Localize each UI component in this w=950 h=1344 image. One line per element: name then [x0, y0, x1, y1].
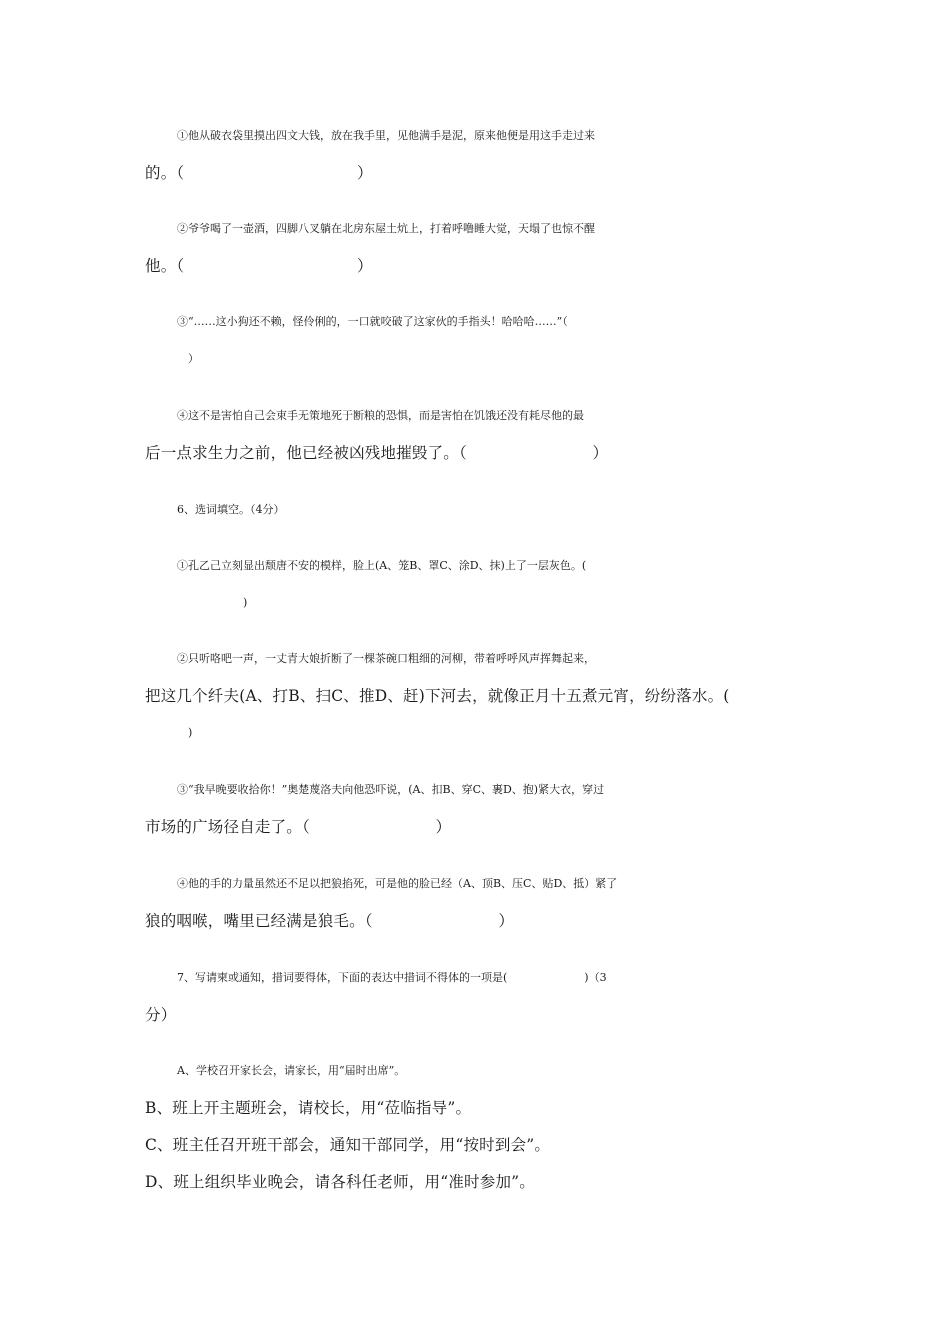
- q7-option-a: A、学校召开家长会，请家长，用“届时出席”。: [177, 1064, 406, 1077]
- q5-item1-line1: ①他从破衣袋里摸出四文大钱，放在我手里，见他满手是泥，原来他便是用这手走过来: [177, 129, 595, 142]
- q7-line2: 分）: [145, 1006, 177, 1024]
- q7-line1: 7、写请柬或通知，措词要得体，下面的表达中措词不得体的一项是( )（3: [177, 971, 607, 984]
- q6-item1-line1: ①孔乙己立刻显出颓唐不安的模样，脸上(A、笼B、罩C、涂D、抹)上了一层灰色。(: [177, 559, 587, 572]
- q5-item4-line1: ④这不是害怕自己会束手无策地死于断粮的恐惧，而是害怕在饥饿还没有耗尽他的最: [177, 409, 584, 422]
- q5-item3-line1: ③“……这小狗还不赖，怪伶俐的，一口就咬破了这家伙的手指头！哈哈哈……”（: [177, 315, 568, 328]
- q6-item2-line2: 把这几个纤夫(A、打B、扫C、推D、赶)下河去，就像正月十五煮元宵，纷纷落水。(: [145, 687, 730, 705]
- q6-item3-line2: 市场的广场径自走了。（ ）: [145, 818, 452, 836]
- q7-option-d: D、班上组织毕业晚会，请各科任老师，用“准时参加”。: [145, 1173, 535, 1191]
- q6-item4-line2: 狼的咽喉，嘴里已经满是狼毛。（ ）: [145, 912, 515, 930]
- q5-item3-line2: ）: [177, 352, 199, 365]
- q6-item4-line1: ④他的手的力量虽然还不足以把狼掐死，可是他的脸已经（A、顶B、压C、贴D、抵）紧了: [177, 877, 618, 890]
- q5-item1-line2: 的。（ ）: [145, 164, 373, 182]
- q6-heading: 6、选词填空。（4分）: [177, 503, 285, 516]
- q7-option-c: C、班主任召开班干部会，通知干部同学，用“按时到会”。: [145, 1136, 551, 1154]
- q7-option-b: B、班上开主题班会，请校长，用“莅临指导”。: [145, 1099, 472, 1117]
- q6-item1-line2: ): [177, 596, 248, 609]
- q6-item3-line1: ③“我早晚要收拾你！”奥楚蔑洛夫向他恐吓说，(A、扣B、穿C、裹D、抱)紧大衣，穿过: [177, 783, 605, 796]
- q5-item4-line2: 后一点求生力之前，他已经被凶残地摧毁了。（ ）: [145, 444, 609, 462]
- q6-item2-line3: ): [177, 726, 193, 739]
- q6-item2-line1: ②只听咯吧一声，一丈青大娘折断了一棵茶碗口粗细的河柳，带着呼呼风声挥舞起来，: [177, 652, 595, 665]
- q5-item2-line1: ②爷爷喝了一壶酒，四脚八叉躺在北房东屋土炕上，打着呼噜睡大觉，天塌了也惊不醒: [177, 222, 595, 235]
- q5-item2-line2: 他。（ ）: [145, 257, 373, 275]
